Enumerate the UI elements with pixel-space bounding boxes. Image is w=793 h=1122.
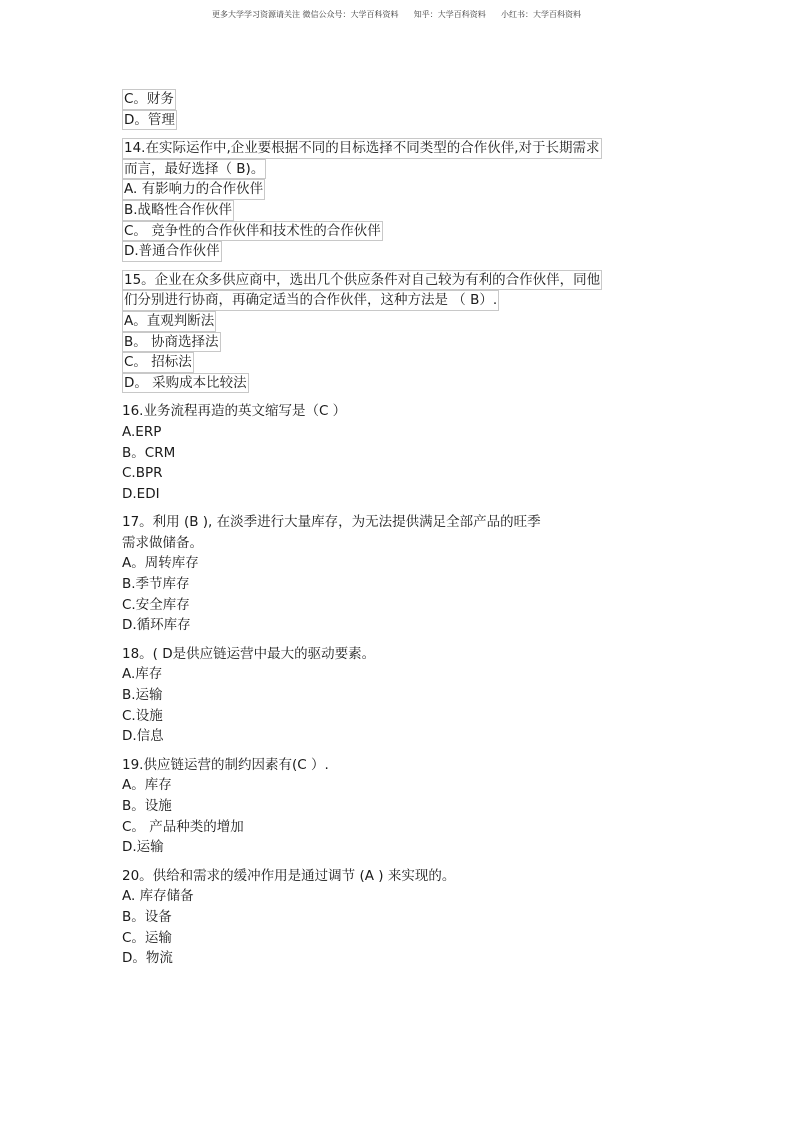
question-text-line [122, 270, 642, 291]
option-b: B.季节库存 [122, 576, 190, 593]
question-19 [122, 755, 642, 858]
option-b: B。设施 [122, 798, 172, 814]
question-stem: 18。( D是供应链运营中最大的驱动要素。 [122, 645, 376, 662]
page-header: 更多大学学习资源请关注 微信公众号：大学百科资料 知乎：大学百科资料 小红书：大学百科资料 [211, 10, 582, 19]
option-d: D.循环库存 [122, 617, 191, 634]
option-c: C。 产品种类的增加 [122, 818, 244, 835]
question-stem: 14.在实际运作中,企业要根据不同的目标选择不同类型的合作伙伴,对于长期需求 [122, 138, 602, 159]
option-a: A。周转库存 [122, 555, 199, 572]
question-13-tail [122, 89, 642, 130]
option-c: C。 招标法 [122, 352, 194, 373]
option-line [122, 352, 642, 373]
option-b: B.运输 [122, 687, 163, 704]
option-line [122, 311, 642, 332]
question-stem: 需求做储备。 [122, 534, 203, 551]
option-line [122, 200, 642, 221]
question-stem: 们分别进行协商，再确定适当的合作伙伴，这种方法是 （ B）. [122, 290, 499, 311]
option-d: D。 采购成本比较法 [122, 373, 249, 394]
option-d: D.普通合作伙伴 [122, 241, 222, 262]
option-a: A。直观判断法 [122, 311, 216, 332]
option-b: B。 协商选择法 [122, 332, 221, 353]
question-17 [122, 512, 642, 636]
option-a: A. 库存储备 [122, 888, 194, 905]
option-d: D.EDI [122, 485, 160, 502]
option-b: B。设备 [122, 908, 172, 925]
question-15 [122, 270, 642, 394]
option-c: C.BPR [122, 465, 163, 482]
option-c: C.设施 [122, 707, 163, 724]
option-c: C。运输 [122, 929, 172, 946]
option-c: C。财务 [122, 89, 176, 110]
question-14 [122, 138, 642, 262]
option-d: D.运输 [122, 839, 164, 856]
question-18 [122, 644, 642, 747]
option-line [122, 332, 642, 353]
document-body [122, 89, 642, 977]
option-line [122, 221, 642, 242]
question-text-line [122, 159, 642, 180]
option-a: A。库存 [122, 777, 172, 794]
question-text-line [122, 138, 642, 159]
question-stem: 19.供应链运营的制约因素有(C ）. [122, 756, 329, 773]
question-text-line [122, 290, 642, 311]
option-d: D。管理 [122, 110, 177, 131]
option-line [122, 179, 642, 200]
question-stem: 15。企业在众多供应商中，选出几个供应条件对自己较为有利的合作伙伴，同他 [122, 270, 602, 291]
option-a: A.ERP [122, 423, 162, 440]
question-20 [122, 866, 642, 969]
option-b: B。CRM [122, 444, 176, 461]
question-stem: 16.业务流程再造的英文缩写是（C ） [122, 403, 347, 420]
option-line [122, 241, 642, 262]
option-line [122, 373, 642, 394]
option-b: B.战略性合作伙伴 [122, 200, 234, 221]
option-a: A. 有影响力的合作伙伴 [122, 179, 265, 200]
question-stem: 17。利用 (B ), 在淡季进行大量库存，为无法提供满足全部产品的旺季 [122, 514, 541, 531]
question-stem: 而言，最好选择（ B)。 [122, 159, 266, 180]
option-d: D。物流 [122, 950, 173, 967]
option-line [122, 89, 642, 110]
option-a: A.库存 [122, 666, 163, 683]
option-c: C.安全库存 [122, 596, 190, 613]
question-stem: 20。供给和需求的缓冲作用是通过调节 (A ) 来实现的。 [122, 867, 456, 884]
option-line [122, 110, 642, 131]
option-c: C。 竞争性的合作伙伴和技术性的合作伙伴 [122, 221, 383, 242]
question-16 [122, 401, 642, 504]
option-d: D.信息 [122, 728, 164, 745]
